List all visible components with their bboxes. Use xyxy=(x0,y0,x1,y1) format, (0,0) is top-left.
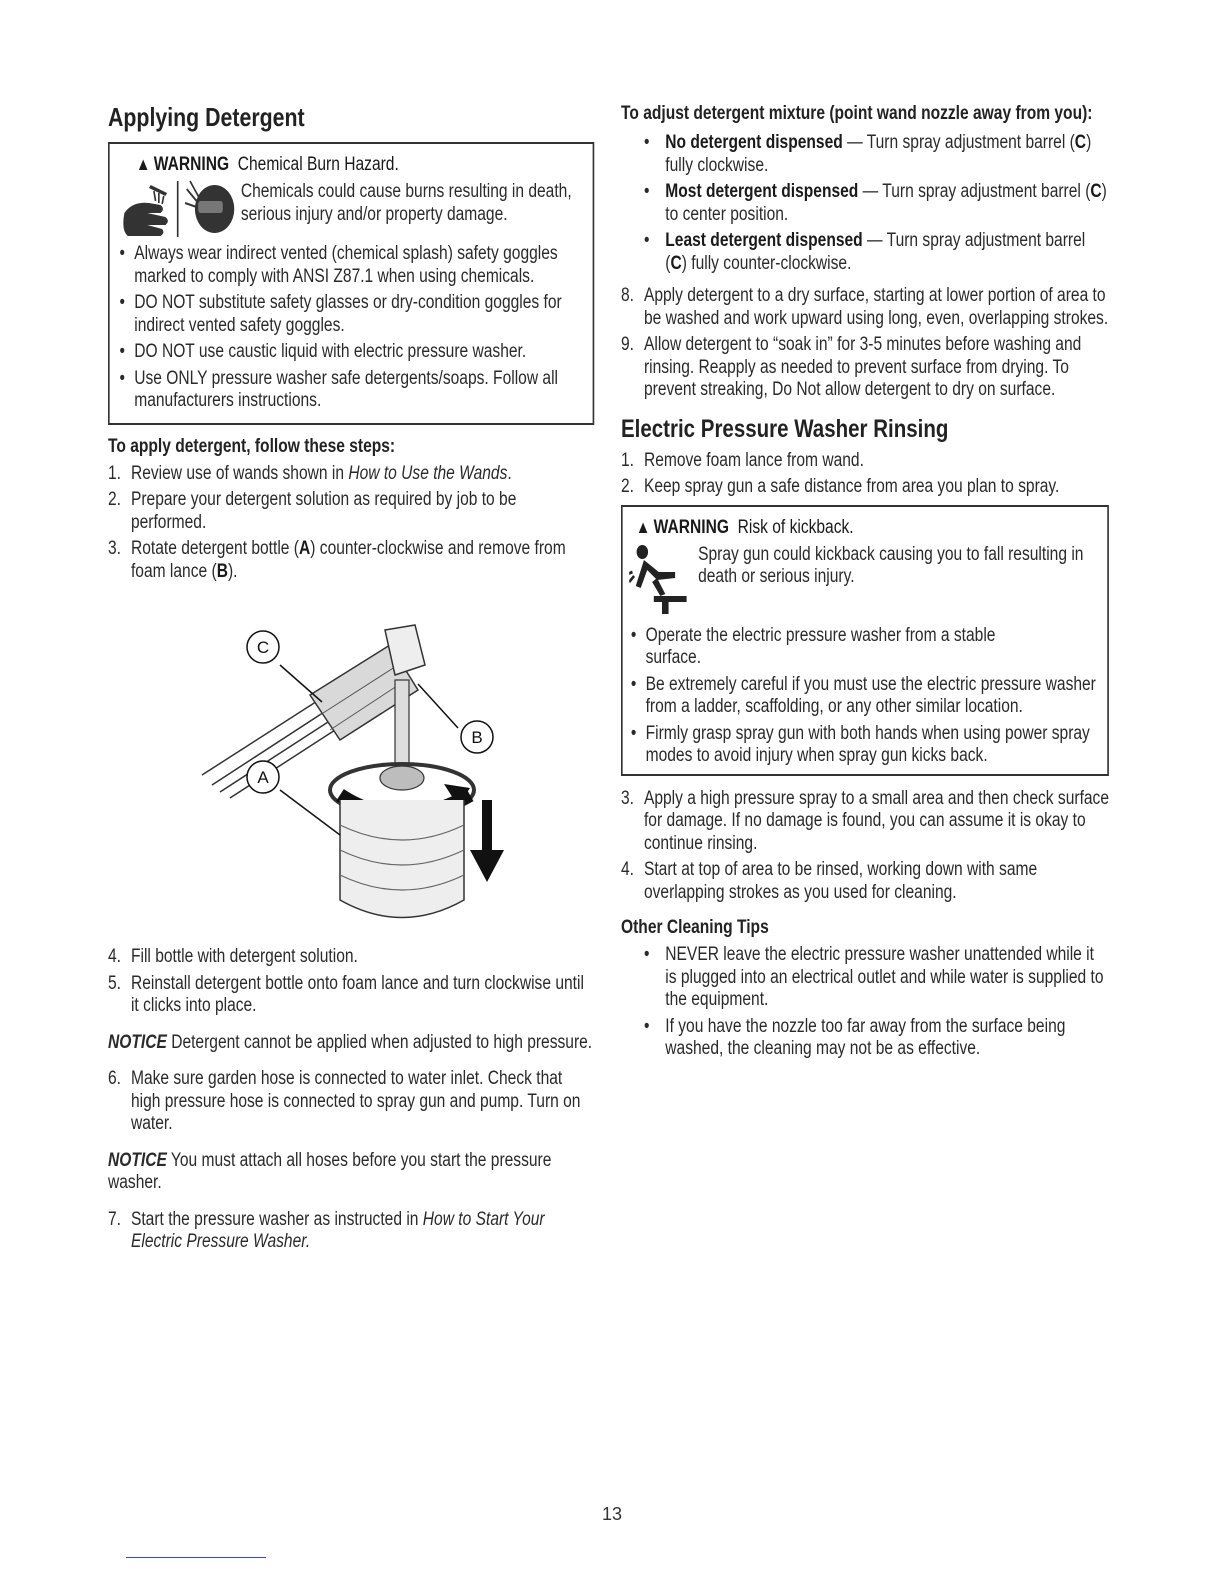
adjust-item-text: — Turn spray adjustment barrel ( xyxy=(665,230,1086,274)
left-column xyxy=(108,96,594,583)
step-number: 6. xyxy=(108,1068,122,1089)
warning-hazard-row xyxy=(118,179,585,239)
hazard-icons xyxy=(118,179,241,239)
adjust-item-most xyxy=(621,181,1109,226)
part-label-c: C xyxy=(670,252,682,274)
step-6 xyxy=(108,1068,594,1136)
icon-divider xyxy=(177,181,179,237)
chemical-warning-box xyxy=(108,142,594,425)
warning-bullets xyxy=(118,243,585,413)
tip-item: • NEVER leave the electric pressure washer unattended while it is plugged into an electrical outlet and while water is supplied to the equipment. xyxy=(621,944,1109,1012)
notice-text: You must attach all hoses before you start the pressure washer. xyxy=(108,1149,552,1193)
warning-bullets xyxy=(629,625,1099,768)
part-label-c: C xyxy=(1090,181,1102,202)
section-title-applying-detergent: Applying Detergent xyxy=(108,102,305,132)
notice-2 xyxy=(108,1150,594,1195)
warning-hazard-row xyxy=(629,542,1099,619)
step-reference: How to Start Your Electric Pressure Washer xyxy=(130,1208,545,1252)
step-number: 3. xyxy=(108,538,122,559)
step-text: Reinstall detergent bottle onto foam lance and turn clockwise until it clicks into place. xyxy=(130,972,584,1016)
step-text-end: ). xyxy=(227,560,238,582)
warning-header xyxy=(629,515,1099,540)
hazard-icons xyxy=(629,542,698,619)
step-3 xyxy=(108,538,594,583)
warning-bullet: • Be extremely careful if you must use the electric pressure washer from a ladder, scaffolding, or any other similar location. xyxy=(629,674,1099,719)
step-number: 7. xyxy=(108,1208,122,1230)
foam-lance-illustration xyxy=(190,620,530,940)
warning-hazard-text: Spray gun could kickback causing you to fall resulting in death or serious injury. xyxy=(698,543,1084,587)
kickback-warning-box xyxy=(621,505,1109,776)
rinse-step-1 xyxy=(621,450,1109,473)
step-number: 4. xyxy=(621,859,635,880)
step-text: Allow detergent to “soak in” for 3-5 minutes before washing and rinsing. Reapply as needed to prevent surface from drying. To prevent streaking, Do Not allow detergent to dry on surface. xyxy=(643,334,1082,400)
adjust-item-least xyxy=(621,230,1109,275)
steps-heading: To apply detergent, follow these steps: xyxy=(108,435,396,457)
left-column-lower xyxy=(108,946,594,1254)
adjust-item-title: Least detergent dispensed xyxy=(665,230,863,251)
tips-heading: Other Cleaning Tips xyxy=(621,917,769,938)
part-label-b: B xyxy=(216,560,228,582)
step-text-end: . xyxy=(507,462,512,484)
rinse-step-4 xyxy=(621,859,1109,904)
right-column xyxy=(621,102,1109,1061)
step-reference: How to Use the Wands xyxy=(348,462,508,484)
step-8 xyxy=(621,285,1109,330)
step-text: Prepare your detergent solution as required by job to be performed. xyxy=(130,489,517,533)
chemical-burn-hand-icon xyxy=(118,179,172,239)
warning-header xyxy=(118,152,585,177)
tips-list xyxy=(621,944,1109,1061)
warning-bullet: • Operate the electric pressure washer from a stable surface. xyxy=(629,625,1099,670)
adjust-item-text: — Turn spray adjustment barrel ( xyxy=(858,181,1091,202)
step-number: 9. xyxy=(621,334,635,355)
step-text: Rotate detergent bottle ( xyxy=(130,538,299,559)
part-label-c: C xyxy=(1074,132,1087,153)
notice-word: NOTICE xyxy=(108,1149,167,1171)
step-number: 8. xyxy=(621,285,635,306)
step-number: 5. xyxy=(108,972,122,994)
kickback-fall-icon xyxy=(629,542,695,614)
notice-word: NOTICE xyxy=(108,1031,167,1053)
warning-bullet: • Use ONLY pressure washer safe detergents/soaps. Follow all manufacturers instructions. xyxy=(118,368,585,413)
warning-hazard: Chemical Burn Hazard. xyxy=(237,154,399,175)
step-text-end: . xyxy=(305,1231,311,1252)
section-title-rinsing: Electric Pressure Washer Rinsing xyxy=(621,414,949,443)
adjust-mixture-heading: To adjust detergent mixture (point wand nozzle away from you): xyxy=(621,103,1093,124)
step-1 xyxy=(108,463,594,486)
step-9 xyxy=(621,334,1109,402)
notice-1 xyxy=(108,1032,594,1055)
step-text: Apply detergent to a dry surface, starting at lower portion of area to be washed and work upward using long, even, overlapping strokes. xyxy=(643,285,1109,329)
warning-word: WARNING xyxy=(153,154,230,175)
adjust-mixture-list xyxy=(621,132,1109,275)
detergent-bottle-figure xyxy=(190,620,530,940)
step-text: Make sure garden hose is connected to water inlet. Check that high pressure hose is connected to spray gun and pump. Turn on water. xyxy=(130,1068,581,1134)
figure-label-a: A xyxy=(257,768,269,787)
step-7 xyxy=(108,1209,594,1254)
rinse-step-3 xyxy=(621,788,1109,856)
warning-bullet: • Firmly grasp spray gun with both hands when using power spray modes to avoid injury when spray gun kicks back. xyxy=(629,723,1099,768)
step-number: 1. xyxy=(621,449,635,471)
warning-hazard: Risk of kickback. xyxy=(737,516,854,538)
step-number: 3. xyxy=(621,787,635,809)
adjust-item-text-end: ) fully clockwise. xyxy=(665,132,1092,176)
warning-hazard-text: Chemicals could cause burns resulting in death, serious injury and/or property damage. xyxy=(240,181,572,225)
step-number: 2. xyxy=(108,489,122,510)
adjust-item-none xyxy=(621,132,1109,177)
warning-triangle-icon: ▲ xyxy=(635,516,651,537)
notice-text: Detergent cannot be applied when adjusted to high pressure. xyxy=(166,1031,593,1053)
adjust-item-text-end: ) fully counter-clockwise. xyxy=(681,252,852,274)
step-text: Apply a high pressure spray to a small area and then check surface for damage. If no damage is found, you can assume it is okay to continue rinsing. xyxy=(643,787,1110,854)
step-number: 4. xyxy=(108,946,122,967)
adjust-item-text: — Turn spray adjustment barrel ( xyxy=(842,132,1075,153)
step-2 xyxy=(108,489,594,534)
step-text: Review use of wands shown in xyxy=(130,462,349,484)
warning-bullet: • DO NOT use caustic liquid with electric pressure washer. xyxy=(118,341,585,364)
step-text-mid: ) counter-clockwise and remove from foam lance ( xyxy=(130,538,566,582)
warning-bullet: • Always wear indirect vented (chemical splash) safety goggles marked to comply with ANSI Z87.1 when using chemicals. xyxy=(118,243,585,288)
step-text: Fill bottle with detergent solution. xyxy=(130,946,358,967)
rinse-step-2 xyxy=(621,476,1109,499)
adjust-item-title: Most detergent dispensed xyxy=(665,181,859,202)
part-label-a: A xyxy=(298,538,311,559)
figure-label-b: B xyxy=(471,728,483,747)
step-text: Start the pressure washer as instructed in xyxy=(130,1208,423,1230)
step-5 xyxy=(108,973,594,1018)
figure-label-c: C xyxy=(256,638,270,657)
footer-rule xyxy=(126,1557,266,1558)
adjust-item-text-end: ) to center position. xyxy=(665,181,1107,225)
step-4 xyxy=(108,946,594,969)
warning-triangle-icon: ▲ xyxy=(135,154,151,174)
adjust-item-title: No detergent dispensed xyxy=(665,132,843,153)
warning-word: WARNING xyxy=(653,516,729,538)
step-number: 1. xyxy=(108,462,122,484)
tip-item: • If you have the nozzle too far away from the surface being washed, the cleaning may not be as effective. xyxy=(621,1016,1109,1061)
face-shield-icon xyxy=(183,179,237,239)
warning-bullet: • DO NOT substitute safety glasses or dry-condition goggles for indirect vented safety goggles. xyxy=(118,292,585,337)
step-text: Keep spray gun a safe distance from area you plan to spray. xyxy=(643,476,1060,497)
step-text: Start at top of area to be rinsed, working down with same overlapping strokes as you used for cleaning. xyxy=(643,859,1038,903)
step-number: 2. xyxy=(621,476,635,497)
page-number: 13 xyxy=(601,1504,623,1524)
step-text: Remove foam lance from wand. xyxy=(643,449,864,471)
